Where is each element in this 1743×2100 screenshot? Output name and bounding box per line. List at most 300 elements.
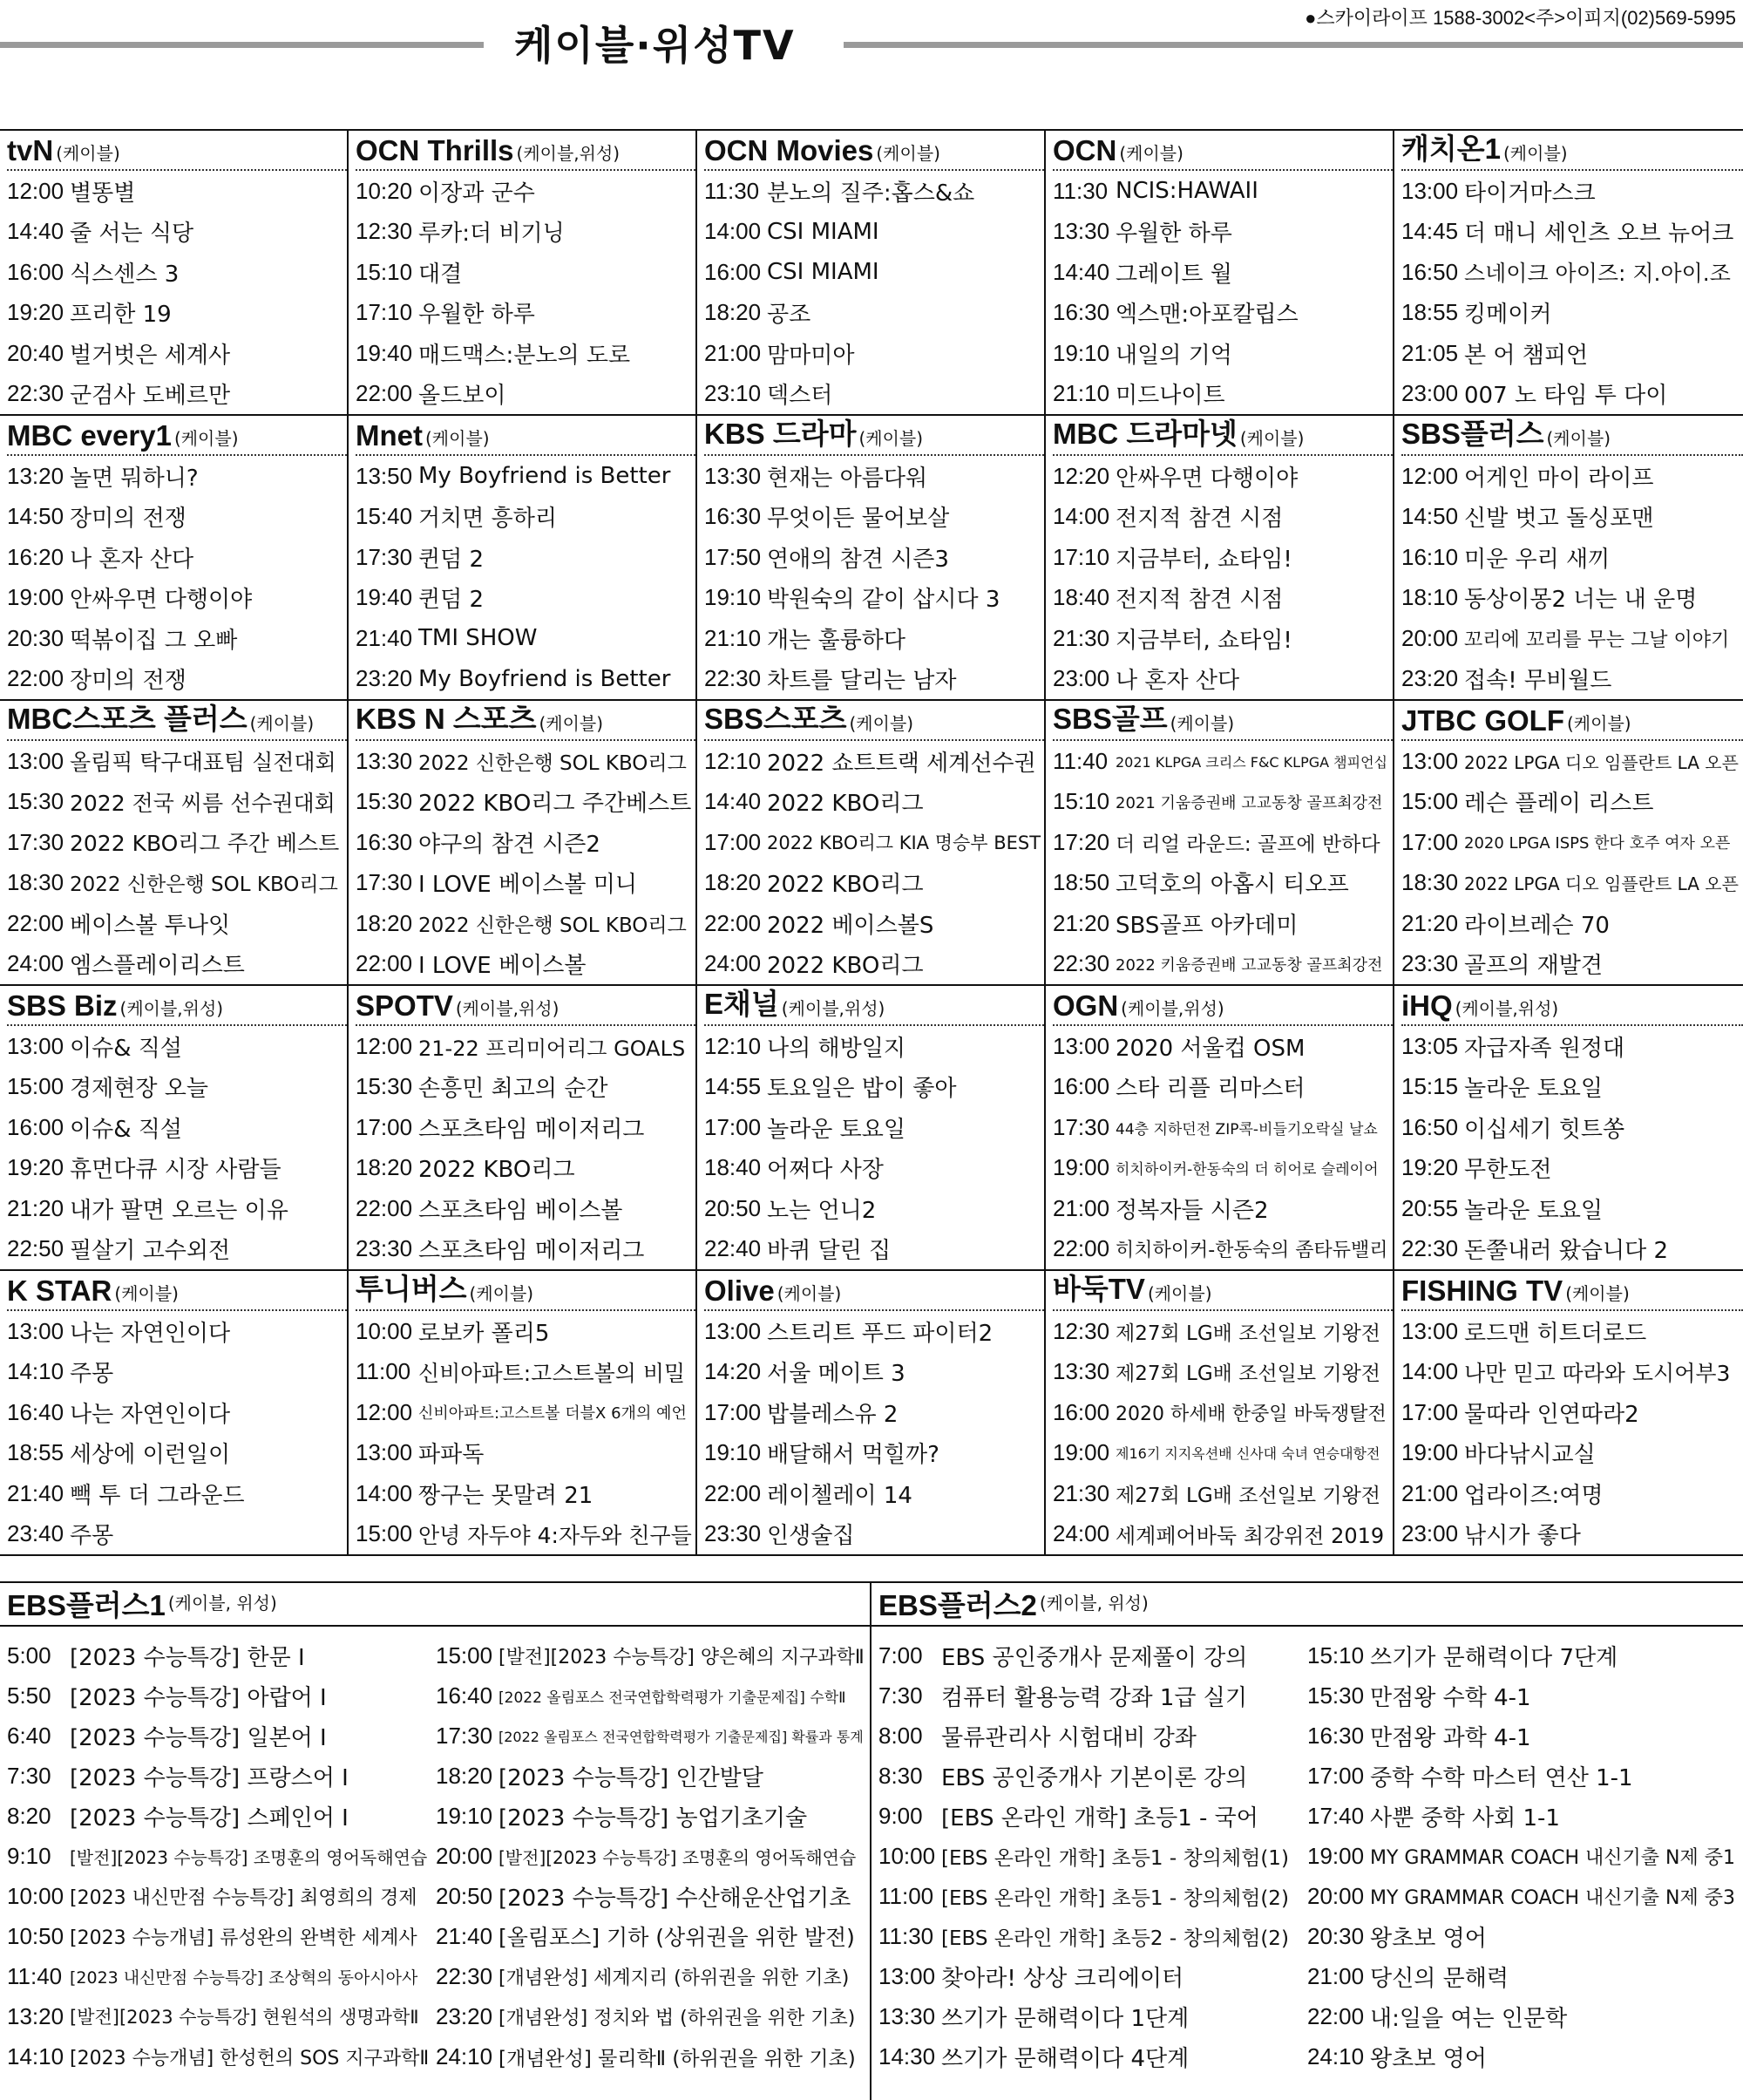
program-time: 18:20: [356, 909, 413, 936]
program-time: 15:10: [356, 258, 413, 285]
program-row: [7, 1635, 432, 1675]
program-title: 접속! 무비월드: [1464, 668, 1612, 695]
channel-name: OCN Thrills: [356, 134, 514, 167]
program-title: 컴퓨터 활용능력 강좌 1급 실기: [941, 1684, 1247, 1711]
program-time: 11:30: [704, 177, 760, 204]
program-row: [436, 1876, 868, 1916]
program-time: 19:40: [356, 584, 413, 611]
program-title: 2020 LPGA ISPS 한다 호주 여자 오픈: [1464, 834, 1731, 853]
program-time: 14:40: [1053, 258, 1110, 285]
channel-name: Olive: [704, 1274, 775, 1307]
program-time: 15:30: [1307, 1682, 1365, 1709]
program-row: [436, 1836, 868, 1876]
channel-name: SPOTV: [356, 989, 453, 1022]
channel-block: [0, 1271, 349, 1556]
program-title: 쓰기가 문해력이다 7단계: [1370, 1644, 1618, 1671]
program-row: [878, 1836, 1304, 1876]
program-time: 23:30: [704, 1520, 762, 1547]
ebs-program-list: [436, 1635, 868, 2076]
program-time: 18:55: [7, 1439, 64, 1466]
program-title: 히치하이커-한동숙의 좀타듀밸리: [1116, 1240, 1388, 1262]
program-row: [1053, 944, 1393, 985]
program-time: 19:20: [7, 1154, 64, 1181]
program-time: 22:00: [704, 1479, 762, 1506]
program-time: 17:30: [356, 543, 413, 570]
program-title: 지금부터, 쇼타임!: [1116, 627, 1292, 654]
channel-name: 바둑TV: [1053, 1273, 1145, 1305]
channel-platform-note: (케이블): [114, 1283, 179, 1304]
program-title: 2022 신한은행 SOL KBO리그: [418, 914, 687, 937]
channel-platform-note: (케이블): [849, 713, 914, 734]
program-time: 10:00: [7, 1882, 64, 1909]
program-time: 7:00: [878, 1641, 923, 1668]
program-time: 18:20: [356, 1154, 413, 1181]
program-row: [1053, 1311, 1393, 1352]
program-title: 장미의 전쟁: [70, 668, 187, 695]
channel-name: OGN: [1053, 989, 1119, 1022]
program-time: 24:00: [7, 950, 64, 977]
channel-platform-note: (케이블): [539, 713, 604, 734]
program-title: 2022 신한은행 SOL KBO리그: [418, 751, 687, 775]
program-row: [436, 1675, 868, 1716]
program-time: 14:50: [7, 503, 64, 530]
program-title: 세상에 이런일이: [70, 1442, 231, 1469]
program-row: [1053, 456, 1393, 497]
program-row: [1401, 618, 1743, 659]
program-time: 18:40: [1053, 584, 1110, 611]
program-row: [704, 741, 1044, 782]
program-title: 배달해서 먹힐까?: [767, 1442, 939, 1469]
program-title: 박원숙의 같이 삽시다 3: [767, 587, 1000, 614]
program-row: [1401, 1026, 1743, 1067]
channel-name: 투니버스: [356, 1273, 467, 1305]
channel-header: [356, 986, 695, 1026]
program-row: [704, 497, 1044, 538]
program-title: 베이스볼 투나잇: [70, 912, 231, 939]
program-time: 20:50: [704, 1194, 762, 1221]
program-time: 13:00: [878, 1962, 936, 1989]
program-title: 퀸덤 2: [418, 587, 485, 614]
program-row: [356, 497, 695, 538]
program-title: 군검사 도베르만: [70, 383, 231, 410]
program-row: [356, 1473, 695, 1514]
program-title: 로드맨 히트더로드: [1464, 1320, 1647, 1347]
program-row: [7, 1675, 432, 1716]
program-row: [1053, 822, 1393, 863]
program-row: [1053, 1188, 1393, 1229]
program-title: 전지적 참견 시점: [1116, 587, 1284, 614]
program-row: [7, 333, 347, 374]
program-row: [1401, 903, 1743, 944]
channel-name: EBS플러스2: [878, 1588, 1037, 1621]
program-title: 돈쭐내러 왔습니다 2: [1464, 1238, 1668, 1265]
program-title: 007 노 타임 투 다이: [1464, 383, 1668, 410]
program-title: 빽 투 더 그라운드: [70, 1482, 245, 1509]
channel-platform-note: (케이블, 위성): [1039, 1593, 1149, 1614]
program-title: 2020 하세배 한중일 바둑쟁탈전: [1116, 1403, 1387, 1425]
program-title: 레이첼레이 14: [767, 1482, 912, 1509]
channel-block: [349, 131, 697, 416]
program-time: 15:00: [7, 1073, 64, 1100]
program-title: 제27회 LG배 조선일보 기왕전: [1116, 1322, 1381, 1345]
program-row: [7, 1188, 347, 1229]
program-row: [1401, 944, 1743, 985]
program-time: 11:00: [878, 1882, 934, 1909]
program-title: 2022 KBO리그: [767, 791, 924, 818]
program-title: 나의 해방일지: [767, 1035, 905, 1062]
program-time: 18:20: [704, 299, 762, 326]
program-time: 22:00: [1053, 1235, 1110, 1262]
program-row: [1401, 1473, 1743, 1514]
program-row: [1053, 1352, 1393, 1393]
program-row: [356, 578, 695, 619]
program-time: 17:00: [704, 1113, 762, 1140]
channel-header: [1053, 416, 1393, 456]
program-title: 놀라운 토요일: [1464, 1076, 1603, 1103]
program-row: [356, 741, 695, 782]
program-title: TMI SHOW: [418, 625, 538, 652]
program-time: 5:00: [7, 1641, 51, 1668]
program-time: 13:00: [704, 1317, 762, 1344]
program-time: 6:40: [7, 1722, 51, 1749]
program-time: 15:00: [356, 1520, 413, 1547]
program-title: 동상이몽2 너는 내 운명: [1464, 587, 1698, 614]
program-row: [878, 1916, 1304, 1956]
program-time: 14:00: [704, 218, 762, 245]
program-title: [2023 수능특강] 일본어 Ⅰ: [70, 1724, 327, 1751]
program-time: 14:10: [7, 2042, 64, 2069]
program-title: I LOVE 베이스볼: [418, 953, 587, 980]
program-row: [7, 1756, 432, 1796]
channel-name: EBS플러스1: [7, 1588, 166, 1621]
program-row: [7, 1796, 432, 1836]
program-title: [2023 내신만점 수능특강] 조상혁의 동아시아사: [70, 1967, 418, 1988]
program-title: 이슈& 직설: [70, 1116, 183, 1143]
program-title: 2021 기움증권배 고교동창 골프최강전: [1116, 793, 1383, 812]
channel-header: [704, 986, 1044, 1026]
program-title: 2021 KLPGA 크리스 F&C KLPGA 챔피언십: [1116, 753, 1387, 771]
contact-info: ●스카이라이프 1588-3002<주>이피지(02)569-5995: [1305, 7, 1736, 29]
program-title: 세계페어바둑 최강위전 2019: [1116, 1524, 1385, 1549]
channel-platform-note: (케이블): [249, 713, 315, 734]
program-time: 19:10: [704, 584, 762, 611]
program-title: 연애의 참견 시즌3: [767, 546, 949, 573]
program-row: [7, 2036, 432, 2076]
program-time: 21:30: [1053, 624, 1110, 651]
channel-block: [0, 416, 349, 701]
channel-header: [7, 701, 347, 741]
program-time: 22:00: [704, 909, 762, 936]
program-time: 20:00: [436, 1842, 493, 1869]
program-title: [발전][2023 수능특강] 조명훈의 영어독해연습: [498, 1846, 857, 1868]
program-time: 21:00: [1053, 1194, 1110, 1221]
program-title: 어쩌다 사장: [767, 1157, 884, 1184]
program-row: [356, 618, 695, 659]
program-title: 이슈& 직설: [70, 1035, 183, 1062]
program-title: 2022 쇼트트랙 세계선수권: [767, 750, 1036, 777]
program-time: 18:30: [1401, 869, 1459, 896]
program-time: 7:30: [878, 1682, 923, 1709]
program-row: [1053, 374, 1393, 415]
program-row: [1401, 1067, 1743, 1108]
program-time: 16:00: [1053, 1398, 1110, 1425]
program-time: 17:00: [1401, 1398, 1459, 1425]
program-time: 22:00: [356, 380, 413, 407]
program-title: 올드보이: [418, 383, 506, 410]
program-title: 짱구는 못말려 21: [418, 1482, 593, 1509]
program-time: 16:50: [1401, 1113, 1459, 1140]
program-title: 레슨 플레이 리스트: [1464, 791, 1654, 818]
program-title: 2022 키움증권배 고교동창 골프최강전: [1116, 955, 1383, 975]
program-title: CSI MIAMI: [767, 218, 879, 245]
program-time: 21:40: [356, 624, 413, 651]
program-time: 16:00: [7, 258, 64, 285]
program-row: [7, 497, 347, 538]
program-time: 22:30: [704, 665, 762, 692]
program-time: 16:30: [356, 828, 413, 855]
program-time: 19:00: [1053, 1154, 1110, 1181]
program-time: 12:10: [704, 747, 762, 774]
program-row: [436, 1716, 868, 1756]
channel-platform-note: (케이블): [1239, 428, 1305, 449]
program-title: My Boyfriend is Better: [418, 665, 671, 692]
program-time: 22:30: [436, 1962, 493, 1989]
channel-name: OCN Movies: [704, 134, 874, 167]
program-title: 별똥별: [70, 180, 136, 207]
ebs-program-list: [1307, 1635, 1740, 2076]
program-time: 14:10: [7, 1358, 64, 1385]
program-title: [개념완성] 세계지리 (하위권을 위한 기초): [498, 1967, 850, 1989]
channel-platform-note: (케이블): [777, 1283, 842, 1304]
program-time: 14:20: [704, 1358, 762, 1385]
program-time: 24:10: [436, 2042, 493, 2069]
program-row: [7, 659, 347, 700]
channel-block: [1394, 131, 1743, 416]
program-title: 제16기 지지옥션배 신사대 숙녀 연승대항전: [1116, 1445, 1380, 1463]
program-title: 고덕호의 아홉시 티오프: [1116, 872, 1349, 899]
channel-name: MBC 드라마넷: [1053, 418, 1238, 450]
program-title: 만점왕 과학 4-1: [1370, 1724, 1531, 1751]
program-row: [356, 1514, 695, 1555]
program-row: [7, 618, 347, 659]
program-row: [356, 782, 695, 823]
program-time: 12:30: [1053, 1317, 1110, 1344]
program-row: [1053, 293, 1393, 334]
program-row: [1401, 1433, 1743, 1474]
program-time: 21:00: [1307, 1962, 1365, 1989]
program-row: [1307, 2036, 1740, 2076]
program-time: 21:00: [1401, 1479, 1459, 1506]
program-row: [356, 1188, 695, 1229]
program-row: [704, 1148, 1044, 1189]
program-row: [1053, 1433, 1393, 1474]
program-row: [356, 212, 695, 253]
program-time: 24:00: [1053, 1520, 1110, 1547]
program-row: [1401, 333, 1743, 374]
program-time: 15:30: [7, 788, 64, 815]
program-row: [1053, 659, 1393, 700]
program-time: 19:20: [7, 299, 64, 326]
program-title: 21-22 프리미어리그 GOALS: [418, 1036, 686, 1061]
program-row: [1053, 1392, 1393, 1433]
program-time: 19:10: [1053, 339, 1110, 366]
program-title: CSI MIAMI: [767, 259, 879, 286]
channel-block: [349, 416, 697, 701]
program-row: [7, 944, 347, 985]
program-time: 17:00: [356, 1113, 413, 1140]
program-time: 12:20: [1053, 462, 1110, 489]
program-time: 8:30: [878, 1762, 923, 1789]
program-time: 11:40: [7, 1962, 63, 1989]
program-title: 쓰기가 문해력이다 4단계: [941, 2045, 1190, 2072]
program-title: [2023 수능특강] 스페인어 Ⅰ: [70, 1804, 349, 1832]
channel-platform-note: (케이블,위성): [119, 998, 224, 1019]
ebs-section: [0, 1581, 1743, 2100]
channel-platform-note: (케이블): [1503, 143, 1568, 164]
channel-header: [7, 131, 347, 171]
program-time: 17:30: [436, 1722, 493, 1749]
channel-name: SBS Biz: [7, 989, 118, 1022]
program-title: 밥블레스유 2: [767, 1401, 899, 1428]
program-title: 정복자들 시즌2: [1116, 1197, 1269, 1224]
program-row: [7, 374, 347, 415]
program-time: 13:30: [1053, 218, 1110, 245]
program-title: [개념완성] 정치와 법 (하위권을 위한 기초): [498, 2007, 856, 2029]
program-time: 24:00: [704, 950, 762, 977]
program-title: 타이거마스크: [1464, 180, 1596, 207]
program-time: 13:30: [356, 747, 413, 774]
program-title: 손흥민 최고의 순간: [418, 1076, 608, 1103]
program-row: [704, 822, 1044, 863]
program-row: [704, 537, 1044, 578]
program-row: [356, 1229, 695, 1270]
program-time: 19:10: [704, 1439, 762, 1466]
program-title: I LOVE 베이스볼 미니: [418, 872, 637, 899]
program-time: 13:30: [1053, 1358, 1110, 1385]
program-row: [1401, 1148, 1743, 1189]
program-row: [704, 252, 1044, 293]
channel-header: [7, 1271, 347, 1311]
program-title: 2022 KBO리그 주간베스트: [418, 791, 692, 818]
program-time: 22:00: [356, 1194, 413, 1221]
program-row: [1053, 333, 1393, 374]
program-title: [2023 수능특강] 수산해운산업기초: [498, 1885, 851, 1912]
program-time: 16:30: [704, 503, 762, 530]
program-row: [1053, 212, 1393, 253]
program-title: 바퀴 달린 집: [767, 1238, 892, 1265]
program-title: 2022 KBO리그: [418, 1157, 575, 1184]
program-time: 13:50: [356, 462, 413, 489]
program-row: [7, 1026, 347, 1067]
program-row: [1053, 252, 1393, 293]
program-time: 20:30: [7, 624, 64, 651]
program-title: 나 혼자 산다: [70, 546, 194, 573]
program-time: 10:00: [356, 1317, 413, 1344]
program-title: [EBS 온라인 개학] 초등2 - 창의체험(2): [941, 1927, 1289, 1950]
channel-platform-note: (케이블,위성): [1455, 998, 1559, 1019]
ebs-channel-block: [872, 1581, 1743, 2100]
program-time: 7:30: [7, 1762, 51, 1789]
program-title: 스포츠타임 메이저리그: [418, 1116, 645, 1143]
program-time: 22:50: [7, 1235, 64, 1262]
program-time: 19:00: [7, 584, 64, 611]
program-title: 루카:더 비기닝: [418, 221, 565, 248]
program-time: 9:10: [7, 1842, 51, 1869]
program-row: [1401, 1514, 1743, 1555]
channel-platform-note: (케이블): [1119, 143, 1183, 164]
program-row: [1307, 1796, 1740, 1836]
program-row: [1401, 741, 1743, 782]
program-row: [1401, 171, 1743, 212]
program-row: [1053, 1026, 1393, 1067]
program-title: 2020 서울컵 OSM: [1116, 1035, 1306, 1062]
program-row: [1401, 293, 1743, 334]
program-title: MY GRAMMAR COACH 내신기출 N제 중3: [1370, 1886, 1736, 1909]
program-row: [7, 741, 347, 782]
program-time: 15:40: [356, 503, 413, 530]
channel-platform-note: (케이블): [1546, 428, 1611, 449]
channel-platform-note: (케이블): [858, 428, 924, 449]
program-title: 분노의 질주:홉스&쇼: [767, 180, 975, 207]
channel-platform-note: (케이블,위성): [1121, 998, 1224, 1019]
program-time: 11:00: [356, 1358, 411, 1385]
program-row: [1053, 171, 1393, 212]
program-row: [7, 1229, 347, 1270]
program-row: [704, 1392, 1044, 1433]
channel-name: MBC스포츠 플러스: [7, 703, 248, 735]
program-title: SBS골프 아카데미: [1116, 912, 1299, 939]
program-time: 23:20: [1401, 665, 1459, 692]
program-time: 23:00: [1053, 665, 1110, 692]
program-row: [356, 1026, 695, 1067]
program-time: 9:00: [878, 1802, 923, 1829]
program-time: 17:30: [1053, 1113, 1110, 1140]
program-row: [7, 1514, 347, 1555]
program-row: [1307, 1716, 1740, 1756]
program-title: 라이브레슨 70: [1464, 912, 1610, 939]
program-title: [2023 수능특강] 아랍어 Ⅰ: [70, 1684, 327, 1711]
program-title: 내가 팔면 오르는 이유: [70, 1197, 288, 1224]
program-row: [7, 1067, 347, 1108]
program-title: 식스센스 3: [70, 261, 180, 288]
channel-name: OCN: [1053, 134, 1117, 167]
program-time: 21:00: [704, 339, 762, 366]
program-title: 왕초보 영어: [1370, 2045, 1487, 2072]
channel-header: [7, 986, 347, 1026]
channel-header: [704, 1271, 1044, 1311]
program-time: 18:20: [436, 1762, 493, 1789]
program-row: [1401, 1311, 1743, 1352]
program-title: 나 혼자 산다: [1116, 668, 1240, 695]
program-title: 엑스맨:아포칼립스: [1116, 302, 1299, 329]
program-row: [356, 252, 695, 293]
channel-platform-note: (케이블): [469, 1283, 534, 1304]
program-time: 13:00: [7, 1317, 64, 1344]
channel-header: [356, 701, 695, 741]
program-time: 19:00: [1307, 1842, 1365, 1869]
program-title: 나는 자연인이다: [70, 1320, 231, 1347]
channel-grid: [0, 131, 1743, 1581]
program-title: 당신의 문해력: [1370, 1965, 1509, 1992]
program-time: 14:40: [704, 788, 762, 815]
channel-block: [349, 1271, 697, 1556]
channel-block: [1394, 701, 1743, 986]
program-time: 18:30: [7, 869, 64, 896]
channel-name: KBS N 스포츠: [356, 703, 537, 735]
program-row: [7, 1836, 432, 1876]
program-row: [1307, 1876, 1740, 1916]
program-time: 21:20: [1401, 909, 1459, 936]
